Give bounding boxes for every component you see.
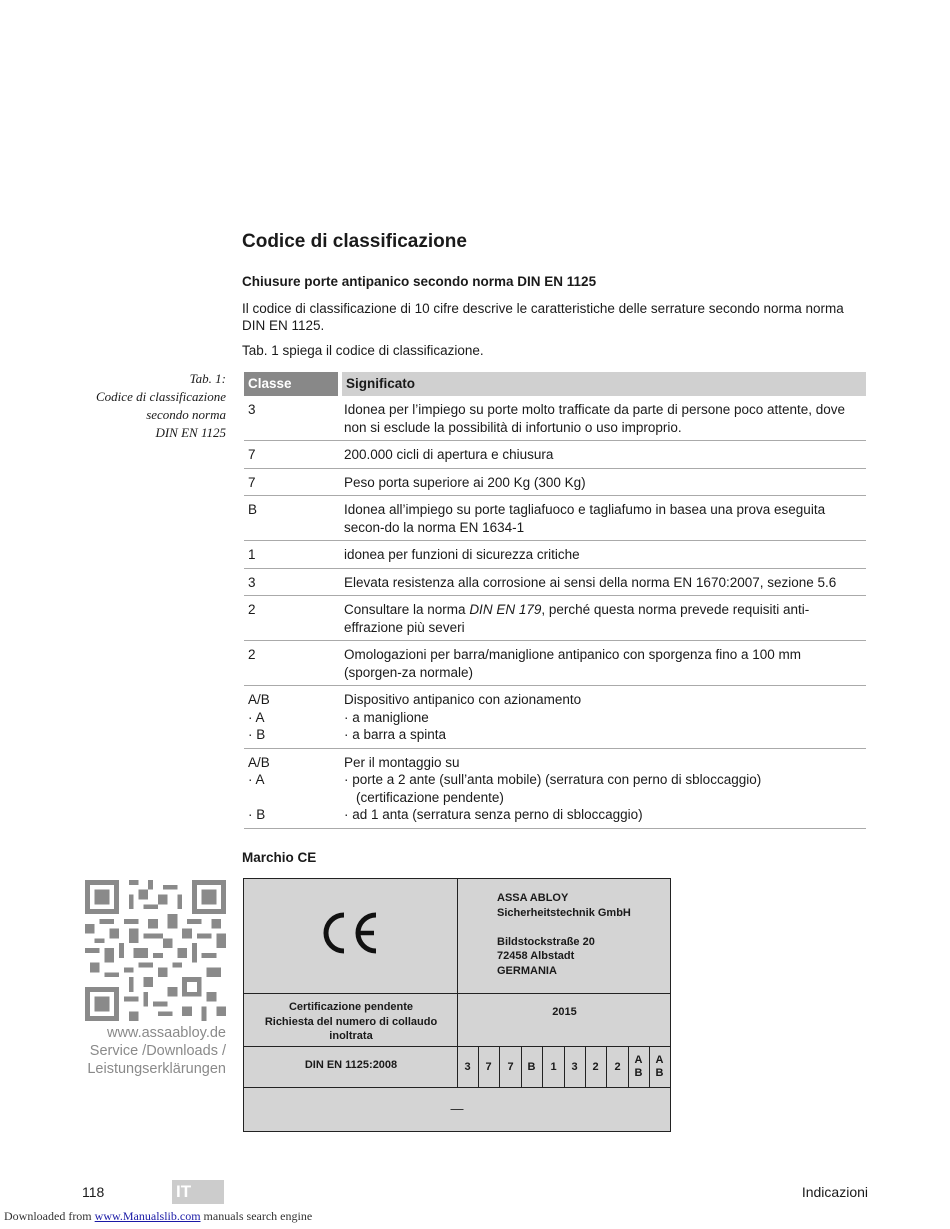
address-spacer [497,920,631,935]
significato-bullet: · a maniglione [344,709,429,725]
qr-line: Service /Downloads / [89,1043,226,1059]
manufacturer-address [497,891,631,978]
class-digit: 1 [550,1060,557,1073]
qr-caption [70,1024,226,1078]
ce-mark-icon [320,909,378,957]
qr-code-icon[interactable] [85,880,226,1021]
digit-b: B [655,1067,664,1079]
table-row [244,568,866,596]
table-row [244,441,866,469]
cell-classe: 7 [244,441,340,469]
digit-a: A [655,1054,664,1066]
class-digit: B [527,1060,536,1073]
norm-code: DIN EN 1125:2008 [304,1059,398,1071]
class-digit: 2 [592,1060,599,1073]
class-digit: 7 [485,1060,492,1073]
intro-paragraph: Il codice di classificazione di 10 cifre descrive le caratteristiche delle serrature secondo norma norma DIN EN 1125. [242,301,844,333]
language-tab: IT [172,1180,224,1204]
significato-bullet: · a barra a spinta [344,727,447,742]
class-digit: 7 [507,1060,514,1073]
cell-significato: Peso porta superiore ai 200 Kg (300 Kg) [340,468,866,496]
ce-label-box [243,878,671,1132]
text-fragment: , perché questa norma prevede requisiti anti-effrazione più severi [344,602,810,635]
download-footer [4,1209,312,1224]
class-digit: 3 [571,1060,578,1073]
table-row [244,596,866,641]
significato-line: Per il montaggio su [344,754,460,770]
manufacturer-name: Sicherheitstechnik GmbH [497,906,631,919]
norm-reference: DIN EN 179 [469,602,542,617]
significato-bullet: · porte a 2 ante (sull’anta mobile) (serratura con perno di sbloccaggio) [344,772,762,787]
classe-line: · B [248,727,266,742]
class-digit-ab [649,1047,670,1087]
address-city: 72458 Albstadt [497,950,575,962]
caption-line: Codice di classificazione [96,389,226,404]
header-significato: Significato [340,372,866,396]
table-row [244,748,866,828]
qr-url[interactable]: www.assaabloy.de [106,1025,226,1041]
cell-significato: idonea per funzioni di sicurezza critiche [340,541,866,569]
footer-tail: manuals search engine [203,1209,313,1223]
header-classe: Classe [244,372,340,396]
digit-a: A [634,1054,643,1066]
table-row [244,496,866,541]
table-row [244,468,866,496]
cell-classe: B [244,496,340,541]
cell-classe: 7 [244,468,340,496]
cell-significato: 200.000 cicli di apertura e chiusura [340,441,866,469]
cert-line: Certificazione pendente [288,1001,414,1013]
footer-prefix: Downloaded from [4,1209,92,1223]
classe-line [248,789,336,807]
cert-line: Richiesta del numero di collaudo [264,1015,438,1028]
table-header-row [244,372,866,396]
cell-significato [340,686,866,749]
cert-line: inoltrata [329,1030,373,1042]
classe-line: A/B [248,692,270,707]
manufacturer-name: ASSA ABLOY [497,892,569,904]
page-number: 118 [82,1184,105,1200]
address-street: Bildstockstraße 20 [497,935,595,948]
table-row [244,686,866,749]
caption-line: DIN EN 1125 [155,425,226,440]
classe-line: · B [248,807,266,822]
digit-b: B [634,1067,643,1079]
cell-significato: Idonea all’impiego su porte tagliafuoco e tagliafumo in basea una prova eseguita secon-do la norma EN 1634-1 [340,496,866,541]
classification-table [244,372,866,829]
text-fragment: Consultare la norma [344,602,470,617]
significato-line: Dispositivo antipanico con azionamento [344,692,582,707]
cell-classe [244,686,340,749]
class-digit: 3 [464,1060,471,1073]
table-row [244,541,866,569]
caption-line: secondo norma [146,407,226,422]
classe-line: A/B [248,754,270,770]
qr-line: Leistungserklärungen [87,1061,226,1077]
table-row [244,641,866,686]
table-row [244,396,866,441]
cell-classe: 2 [244,641,340,686]
divider [244,993,670,994]
classe-line: · A [248,772,265,787]
classe-line: · A [248,709,265,725]
ce-mark-heading: Marchio CE [242,850,317,865]
manualslib-link[interactable]: www.Manualslib.com [94,1209,201,1223]
class-digit-ab [628,1047,649,1087]
class-digit: 2 [614,1060,621,1073]
cell-classe: 3 [244,568,340,596]
cell-classe: 2 [244,596,340,641]
table-caption [70,370,226,442]
cell-significato: Omologazioni per barra/maniglione antipanico con sporgenza fino a 100 mm (sporgen-za normale) [340,641,866,686]
certification-status [244,1000,458,1044]
cell-significato [340,596,866,641]
ce-year: 2015 [552,1006,577,1018]
section-name: Indicazioni [801,1184,868,1200]
notified-body-placeholder: — [450,1101,464,1116]
table-reference-paragraph: Tab. 1 spiega il codice di classificazione. [242,343,484,358]
cell-classe [244,748,340,828]
caption-line: Tab. 1: [189,371,226,386]
cell-significato: Elevata resistenza alla corrosione ai sensi della norma EN 1670:2007, sezione 5.6 [340,568,866,596]
cell-classe: 1 [244,541,340,569]
cell-classe: 3 [244,396,340,441]
significato-bullet: · ad 1 anta (serratura senza perno di sbloccaggio) [344,807,643,822]
cell-significato: Idonea per l’impiego su porte molto trafficate da parte di persone poco attente, dove non si esclude la possibilità di infortunio o uso improprio. [340,396,866,441]
cell-significato [340,748,866,828]
page-title: Codice di classificazione [242,231,467,252]
address-country: GERMANIA [497,964,557,977]
significato-continuation: (certificazione pendente) [356,789,504,805]
section-subtitle: Chiusure porte antipanico secondo norma DIN EN 1125 [242,274,597,289]
